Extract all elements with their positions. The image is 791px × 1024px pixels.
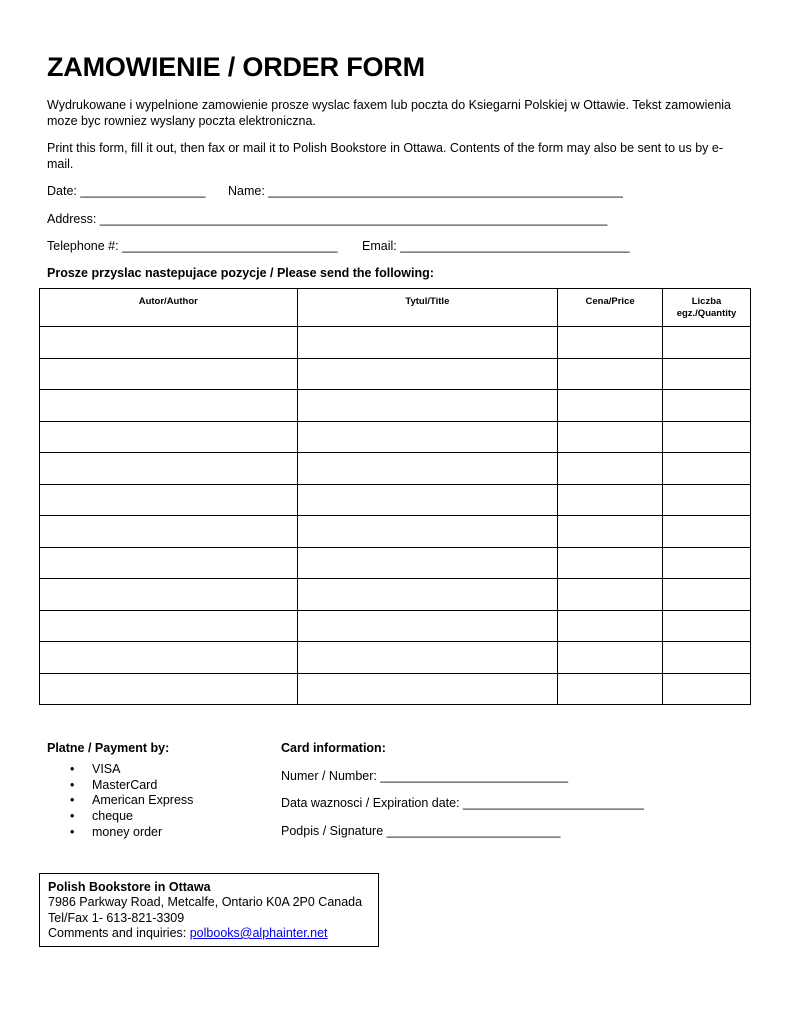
- store-comments-line: [48, 926, 370, 941]
- author-cell[interactable]: [40, 484, 298, 516]
- title-cell[interactable]: [297, 484, 558, 516]
- intro-english: Print this form, fill it out, then fax or mail it to Polish Bookstore in Ottawa. Contents of the form may also be sent to us by e-mail.: [47, 141, 723, 171]
- intro-polish: Wydrukowane i wypelnione zamowienie prosze wyslac faxem lub poczta do Ksiegarni Polskiej w Ottawie. Tekst zamowienia moze byc rowniez wyslany poczta elektroniczna.: [47, 98, 731, 128]
- table-row: [40, 516, 751, 548]
- card-expiration-field: Data waznosci / Expiration date: __________________________: [281, 796, 644, 810]
- table-row: [40, 358, 751, 390]
- payment-heading: Platne / Payment by:: [47, 741, 170, 755]
- quantity-cell[interactable]: [663, 484, 751, 516]
- table-header-row: [40, 289, 751, 327]
- title-cell[interactable]: [297, 547, 558, 579]
- name-field: Name: ___________________________________________________: [228, 184, 623, 198]
- table-row: [40, 579, 751, 611]
- page-title: ZAMOWIENIE / ORDER FORM: [47, 52, 425, 82]
- price-cell[interactable]: [558, 484, 663, 516]
- quantity-cell[interactable]: [663, 358, 751, 390]
- quantity-cell[interactable]: [663, 390, 751, 422]
- card-number-field: Numer / Number: ___________________________: [281, 769, 569, 783]
- quantity-cell[interactable]: [663, 547, 751, 579]
- title-cell[interactable]: [297, 516, 558, 548]
- quantity-cell[interactable]: [663, 673, 751, 705]
- title-cell[interactable]: [297, 358, 558, 390]
- title-cell[interactable]: [297, 579, 558, 611]
- table-row: [40, 390, 751, 422]
- price-cell[interactable]: [558, 421, 663, 453]
- quantity-cell[interactable]: [663, 579, 751, 611]
- table-row: [40, 453, 751, 485]
- author-cell[interactable]: [40, 579, 298, 611]
- author-cell[interactable]: [40, 327, 298, 359]
- author-cell[interactable]: [40, 642, 298, 674]
- price-cell[interactable]: [558, 547, 663, 579]
- payment-method-mastercard: • MasterCard: [70, 778, 193, 794]
- price-cell[interactable]: [558, 453, 663, 485]
- items-heading: Prosze przyslac nastepujace pozycje / Please send the following:: [47, 266, 434, 280]
- column-header-author: Autor/Author: [40, 289, 298, 327]
- author-cell[interactable]: [40, 673, 298, 705]
- quantity-cell[interactable]: [663, 610, 751, 642]
- store-info-box: [39, 873, 379, 947]
- column-header-price: Cena/Price: [558, 289, 663, 327]
- email-field: Email: _________________________________: [362, 239, 630, 253]
- store-email-link[interactable]: polbooks@alphainter.net: [189, 925, 328, 940]
- table-row: [40, 673, 751, 705]
- title-cell[interactable]: [297, 610, 558, 642]
- column-header-quantity: Liczba egz./Quantity: [663, 289, 751, 327]
- title-cell[interactable]: [297, 453, 558, 485]
- author-cell[interactable]: [40, 610, 298, 642]
- payment-method-visa: • VISA: [70, 762, 193, 778]
- order-table-body: [40, 327, 751, 705]
- column-header-title: Tytul/Title: [297, 289, 558, 327]
- title-cell[interactable]: [297, 421, 558, 453]
- author-cell[interactable]: [40, 516, 298, 548]
- quantity-cell[interactable]: [663, 453, 751, 485]
- order-table: [39, 288, 751, 705]
- date-field: Date: __________________: [47, 184, 206, 198]
- price-cell[interactable]: [558, 579, 663, 611]
- comments-label: Comments and inquiries:: [48, 925, 190, 940]
- title-cell[interactable]: [297, 327, 558, 359]
- quantity-cell[interactable]: [663, 516, 751, 548]
- table-row: [40, 547, 751, 579]
- price-cell[interactable]: [558, 516, 663, 548]
- table-row: [40, 327, 751, 359]
- price-cell[interactable]: [558, 642, 663, 674]
- quantity-cell[interactable]: [663, 421, 751, 453]
- title-cell[interactable]: [297, 390, 558, 422]
- price-cell[interactable]: [558, 673, 663, 705]
- payment-method-amex: • American Express: [70, 793, 193, 809]
- payment-method-cheque: • cheque: [70, 809, 193, 825]
- store-phone: Tel/Fax 1- 613-821-3309: [48, 910, 185, 925]
- payment-method-money-order: • money order: [70, 825, 193, 841]
- card-info-heading: Card information:: [281, 741, 386, 755]
- author-cell[interactable]: [40, 358, 298, 390]
- table-row: [40, 484, 751, 516]
- price-cell[interactable]: [558, 390, 663, 422]
- author-cell[interactable]: [40, 453, 298, 485]
- title-cell[interactable]: [297, 642, 558, 674]
- quantity-cell[interactable]: [663, 642, 751, 674]
- card-signature-field: Podpis / Signature _________________________: [281, 824, 561, 838]
- payment-methods-list: [70, 762, 193, 841]
- address-field: Address: _________________________________________________________________________: [47, 212, 608, 226]
- price-cell[interactable]: [558, 327, 663, 359]
- store-name: Polish Bookstore in Ottawa: [48, 880, 211, 894]
- telephone-field: Telephone #: _______________________________: [47, 239, 338, 253]
- store-address: 7986 Parkway Road, Metcalfe, Ontario K0A 2P0 Canada: [48, 895, 363, 910]
- price-cell[interactable]: [558, 610, 663, 642]
- table-row: [40, 642, 751, 674]
- price-cell[interactable]: [558, 358, 663, 390]
- table-row: [40, 421, 751, 453]
- author-cell[interactable]: [40, 390, 298, 422]
- author-cell[interactable]: [40, 547, 298, 579]
- quantity-cell[interactable]: [663, 327, 751, 359]
- author-cell[interactable]: [40, 421, 298, 453]
- title-cell[interactable]: [297, 673, 558, 705]
- table-row: [40, 610, 751, 642]
